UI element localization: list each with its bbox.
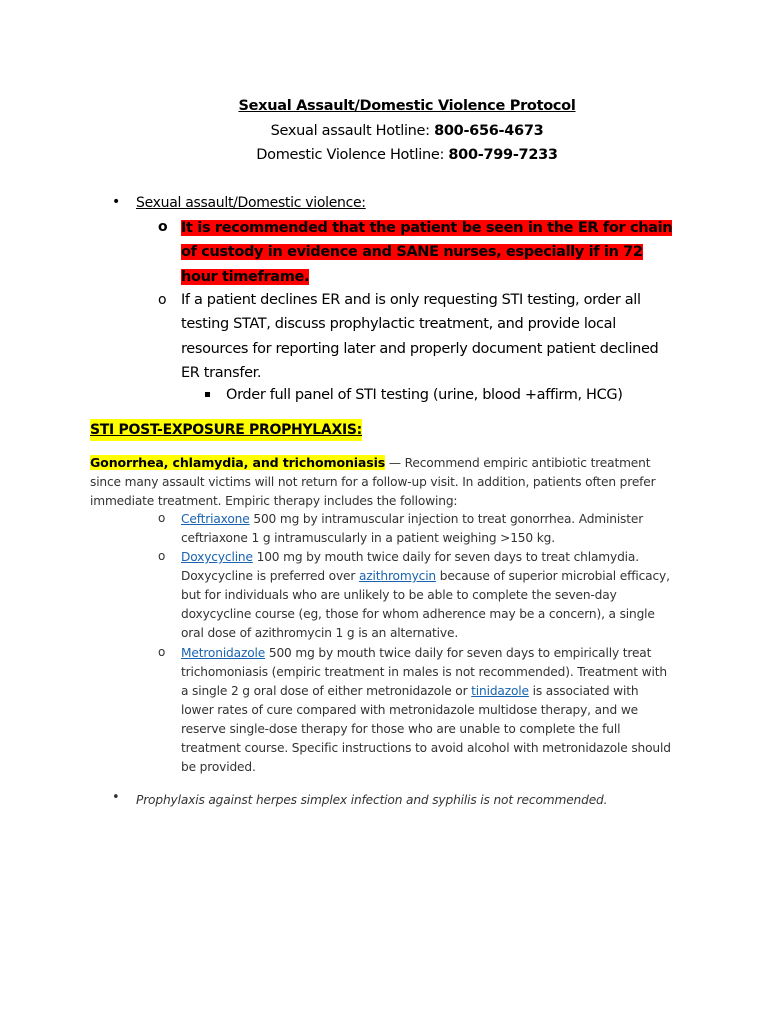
- red-highlight-text: It is recommended that the patient be seen in the ER for chain of custody in evidence and SANE nurses, especially if in 72 hour timeframe.: [181, 220, 673, 285]
- yellow-highlight-text: Gonorrhea, chlamydia, and trichomoniasis: [90, 455, 386, 470]
- order-sti-testing: Order full panel of STI testing (urine, blood +affirm, HCG): [226, 387, 623, 403]
- hotline-label: Domestic Violence Hotline:: [256, 147, 449, 163]
- sti-heading: STI POST-EXPOSURE PROPHYLAXIS:: [90, 419, 362, 441]
- prophylaxis-note: Prophylaxis against herpes simplex infection and syphilis is not recommended.: [136, 793, 608, 807]
- metronidazole-link[interactable]: Metronidazole: [181, 646, 266, 660]
- item-text: because of superior microbial efficacy, but for individuals who are unlikely to be able to complete the seven-day doxycycline course (eg, those for whom adherence may be a concern), a single oral dose of azithromycin 1 g is an alternative.: [181, 569, 670, 640]
- sub-bullet-icon: o: [158, 549, 166, 563]
- sexual-assault-hotline: [0, 119, 768, 143]
- tinidazole-link[interactable]: tinidazole: [471, 684, 529, 698]
- bullet-main: Sexual assault/Domestic violence:: [136, 195, 366, 211]
- bullet-icon: •: [112, 790, 120, 805]
- item-text: 100 mg by mouth twice daily for seven days to treat chlamydia. Doxycycline is preferred over: [181, 550, 639, 583]
- doxycycline-link[interactable]: Doxycycline: [181, 550, 253, 564]
- list-item-ceftriaxone: [181, 510, 671, 548]
- azithromycin-link[interactable]: azithromycin: [358, 569, 437, 583]
- list-item-doxycycline: [181, 548, 671, 643]
- item-text: 500 mg by intramuscular injection to treat gonorrhea. Administer ceftriaxone 1 g intramuscularly in a patient weighing >150 kg.: [181, 512, 644, 545]
- declines-er-text: If a patient declines ER and is only requesting STI testing, order all testing STAT, discuss prophylactic treatment, and provide local resources for reporting later and properly document patient declined ER transfer.: [181, 292, 659, 381]
- sub-bullet-icon: o: [158, 511, 166, 525]
- hotline-number: 800-799-7233: [448, 147, 558, 163]
- hotline-number: 800-656-4673: [434, 123, 544, 139]
- sub-bullet-icon: o: [158, 219, 168, 235]
- domestic-violence-hotline: [0, 143, 768, 167]
- bullet-icon: •: [112, 194, 121, 210]
- er-recommendation: [181, 216, 681, 289]
- prophylaxis-intro: [90, 453, 680, 511]
- list-item-metronidazole: [181, 644, 671, 777]
- ceftriaxone-link[interactable]: Ceftriaxone: [181, 512, 250, 526]
- sub-bullet-icon: o: [158, 645, 166, 659]
- page-title: Sexual Assault/Domestic Violence Protocol: [238, 98, 576, 114]
- item-text: 500 mg by mouth twice daily for seven days to empirically treat trichomoniasis (empiric treatment in males is not recommended). Treatment with a single 2 g oral dose of either metronidazole or: [181, 646, 667, 698]
- item-text: is associated with lower rates of cure compared with metronidazole multidose therapy, and we reserve single-dose therapy for those who are unable to complete the full treatment course. Specific instructions to avoid alcohol with metronidazole should be provided.: [181, 684, 671, 774]
- square-bullet-icon: [205, 392, 210, 397]
- hotline-label: Sexual assault Hotline:: [270, 123, 435, 139]
- sub-bullet-icon: o: [158, 292, 167, 308]
- intro-text: — Recommend empiric antibiotic treatment since many assault victims will not return for a follow-up visit. In addition, patients often prefer immediate treatment. Empiric therapy includes the following:: [90, 456, 656, 508]
